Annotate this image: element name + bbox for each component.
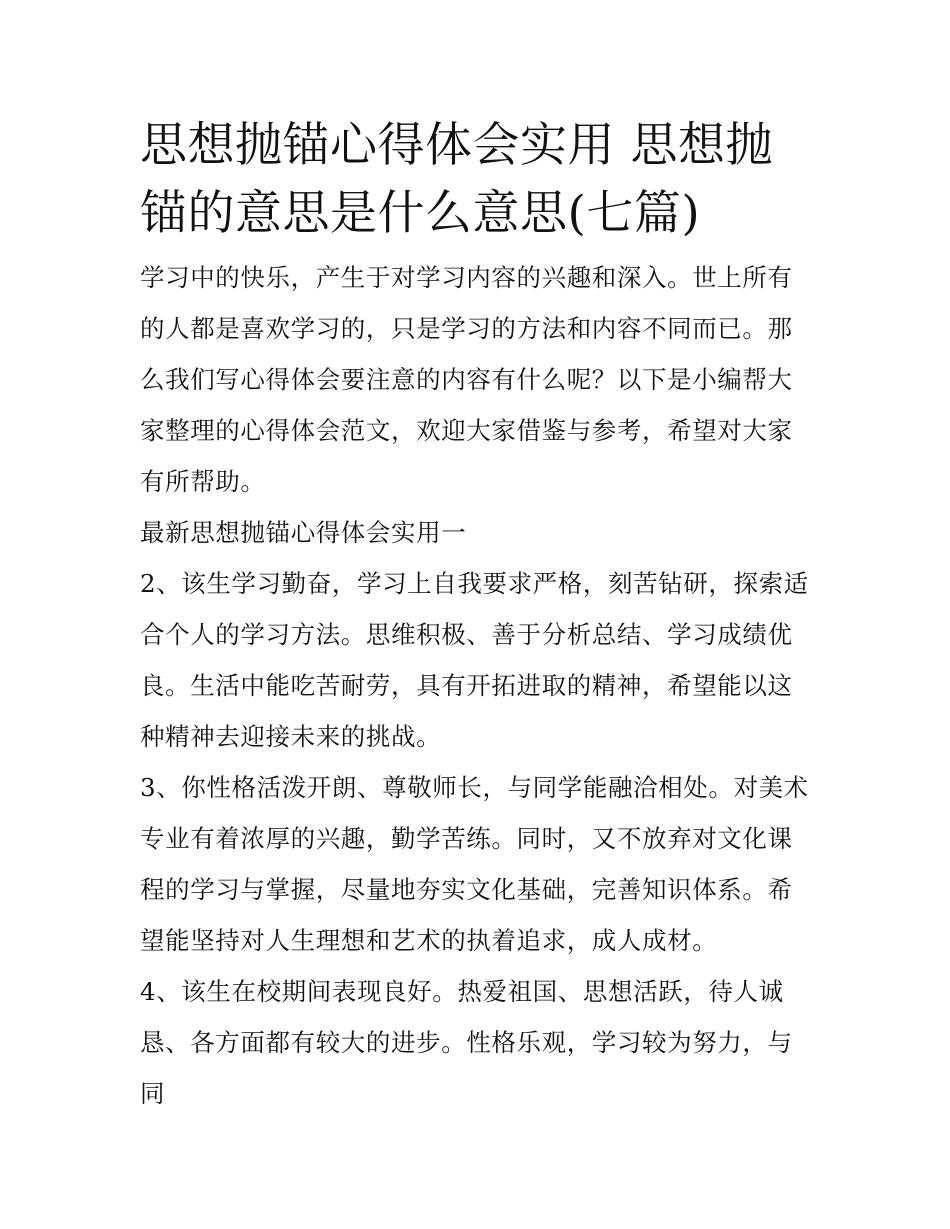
paragraph-item-2: 2、该生学习勤奋，学习上自我要求严格，刻苦钻研，探索适合个人的学习方法。思维积极、善于分析总结、学习成绩优良。生活中能吃苦耐劳，具有开拓进取的精神，希望能以这种精神去迎接未来的挑战。 bbox=[140, 569, 809, 751]
document-title: 思想抛锚心得体会实用 思想抛锚的意思是什么意思(七篇) bbox=[140, 118, 773, 241]
section-heading: 最新思想抛锚心得体会实用一 bbox=[140, 518, 467, 547]
document-body bbox=[140, 252, 812, 1119]
document-content bbox=[140, 112, 812, 1119]
paragraph-item-3: 3、你性格活泼开朗、尊敬师长，与同学能融洽相处。对美术专业有着浓厚的兴趣，勤学苦练。同时，又不放弃对文化课程的学习与掌握，尽量地夯实文化基础，完善知识体系。希望能坚持对人生理想和艺术的执着追求，成人成材。 bbox=[140, 773, 809, 955]
paragraph-item-4: 4、该生在校期间表现良好。热爱祖国、思想活跃，待人诚恳、各方面都有较大的进步。性格乐观，学习较为努力，与同 bbox=[140, 977, 793, 1108]
paragraph-intro: 学习中的快乐，产生于对学习内容的兴趣和深入。世上所有的人都是喜欢学习的，只是学习的方法和内容不同而已。那么我们写心得体会要注意的内容有什么呢？以下是小编帮大家整理的心得体会范文，欢迎大家借鉴与参考，希望对大家有所帮助。 bbox=[140, 263, 793, 496]
